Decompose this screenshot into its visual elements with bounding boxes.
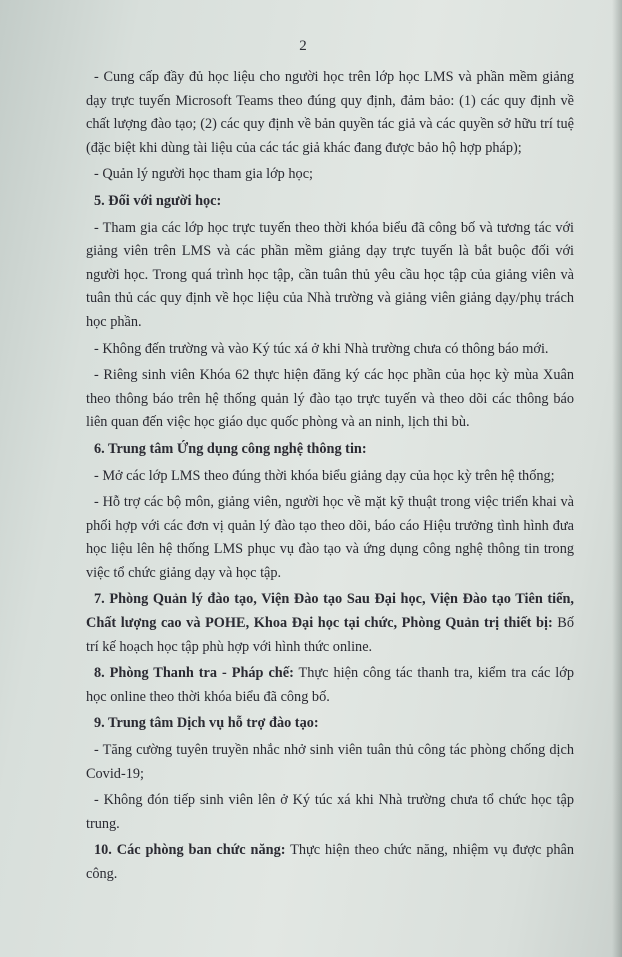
section-heading-5: 5. Đối với người học: (94, 192, 222, 209)
section-8 (86, 662, 574, 709)
paragraph-tech-support: - Hỗ trợ các bộ môn, giảng viên, người học về mặt kỹ thuật trong việc triển khai và phối hợp với các đơn vị quản lý đào tạo theo dõi, báo cáo Hiệu trưởng tình hình đưa học liệu lên hệ thống LMS phục vụ đào tạo và ứng dụng công nghệ thông tin trong việc tổ chức giảng dạy và học tập. (86, 494, 574, 581)
paragraph-learning-materials: - Cung cấp đầy đủ học liệu cho người học trên lớp học LMS và phần mềm giảng dạy trực tuyến Microsoft Teams theo đúng quy định, đảm bảo: (1) các quy định về chất lượng đào tạo; (2) các quy định về bản quyền tác giả và các quyền sở hữu trí tuệ (đặc biệt khi dùng tài liệu của các tác giả khác đang được bảo hộ hợp pháp); (86, 69, 574, 156)
paragraph-k62-registration: - Riêng sinh viên Khóa 62 thực hiện đăng ký các học phần của học kỳ mùa Xuân theo thông báo trên hệ thống quản lý đào tạo trực tuyến và theo dõi các thông báo liên quan đến việc học giáo dục quốc phòng và an ninh, lịch thi bù. (86, 367, 574, 431)
section-7 (86, 588, 574, 659)
section-heading-10: 10. Các phòng ban chức năng: (94, 842, 286, 859)
page-number: 2 (299, 38, 307, 54)
paragraph-covid-propaganda: - Tăng cường tuyên truyền nhắc nhở sinh viên tuân thủ công tác phòng chống dịch Covid-19; (86, 742, 574, 782)
section-heading-6: 6. Trung tâm Ứng dụng công nghệ thông tin: (94, 440, 367, 457)
section-8-text: Thực hiện công tác thanh tra, kiểm tra các lớp học online theo thời khóa biểu đã công bố. (86, 665, 574, 705)
document-body (86, 66, 574, 890)
paragraph-no-campus: - Không đến trường và vào Ký túc xá ở khi Nhà trường chưa có thông báo mới. (94, 340, 549, 357)
section-10 (86, 839, 574, 886)
section-heading-8: 8. Phòng Thanh tra - Pháp chế: (94, 665, 294, 682)
paragraph-no-dormitory: - Không đón tiếp sinh viên lên ở Ký túc xá khi Nhà trường chưa tổ chức học tập trung. (86, 792, 574, 832)
section-7-text: Bố trí kế hoạch học tập phù hợp với hình thức online. (86, 615, 574, 655)
section-heading-7: 7. Phòng Quản lý đào tạo, Viện Đào tạo Sau Đại học, Viện Đào tạo Tiên tiến, Chất lượng cao và POHE, Khoa Đại học tại chức, Phòng Quản trị thiết bị: (86, 591, 574, 632)
section-heading-9: 9. Trung tâm Dịch vụ hỗ trợ đào tạo: (94, 715, 319, 732)
paragraph-manage-learners: - Quản lý người học tham gia lớp học; (94, 166, 314, 183)
section-10-text: Thực hiện theo chức năng, nhiệm vụ được phân công. (86, 842, 574, 882)
paragraph-open-lms: - Mở các lớp LMS theo đúng thời khóa biểu giảng dạy của học kỳ trên hệ thống; (94, 467, 555, 484)
paragraph-attend-online: - Tham gia các lớp học trực tuyến theo thời khóa biểu đã công bố và tương tác với giảng viên trên LMS và các phần mềm giảng dạy trực tuyến là bắt buộc đối với người học. Trong quá trình học tập, cần tuân thủ yêu cầu học tập của giảng viên và tuân thủ các quy định về học liệu của Nhà trường và giảng viên giảng dạy/phụ trách học phần. (86, 219, 574, 330)
